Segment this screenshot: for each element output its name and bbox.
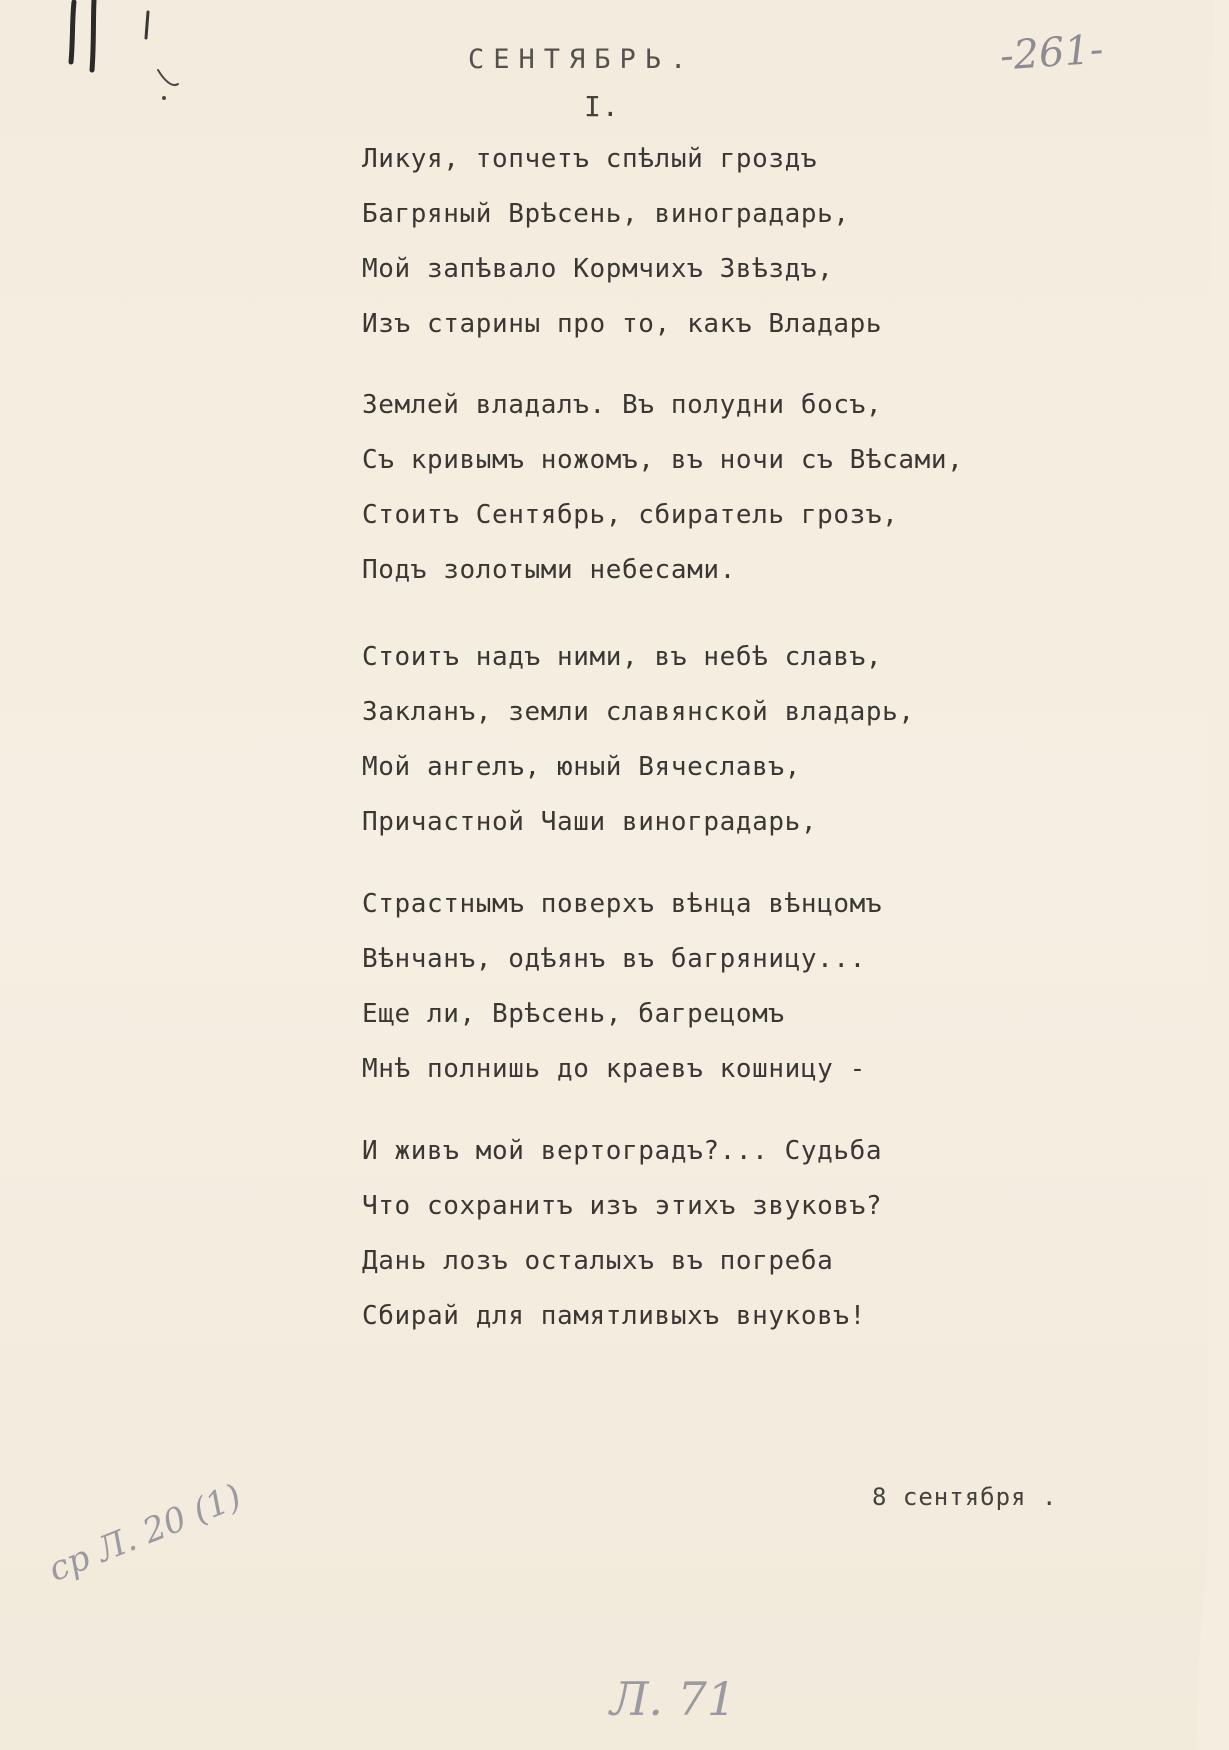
poem-line: Изъ старины про то, какъ Владарь <box>362 309 883 339</box>
stanza-5 <box>362 1124 882 1344</box>
cross-reference-note: ср Л. 20 (1) <box>43 1476 248 1590</box>
poem-line: Еще ли, Врѣсень, багрецомъ <box>362 999 785 1029</box>
poem-line: Багряный Врѣсень, виноградарь, <box>362 199 850 229</box>
poem-line: Съ кривымъ ножомъ, въ ночи съ Вѣсами, <box>362 445 964 475</box>
poem-date: 8 сентября . <box>872 1483 1058 1511</box>
poem-line: Страстнымъ поверхъ вѣнца вѣнцомъ <box>362 889 883 919</box>
poem-line: Ликуя, топчетъ спѣлый гроздъ <box>362 144 818 174</box>
poem-line: Стоитъ Сентябрь, сбиратель грозъ, <box>362 500 899 530</box>
poem-line: Стоитъ надъ ними, въ небѣ славъ, <box>362 642 883 672</box>
stanza-4 <box>362 877 882 1097</box>
poem-line: Мнѣ полнишь до краевъ кошницу - <box>362 1054 866 1084</box>
stanza-1 <box>362 132 882 352</box>
section-numeral: I. <box>584 90 620 123</box>
folio-number: -261- <box>998 26 1105 80</box>
poem-line: Причастной Чаши виноградарь, <box>362 807 818 837</box>
poem-line: И живъ мой вертоградъ?... Судьба <box>362 1136 883 1166</box>
poem-line: Что сохранитъ изъ этихъ звуковъ? <box>362 1191 883 1221</box>
poem-line: Дань лозъ осталыхъ въ погреба <box>362 1246 834 1276</box>
poem-line: Вѣнчанъ, одѣянъ въ багряницу... <box>362 944 866 974</box>
poem-line: Мой запѣвало Кормчихъ Звѣздъ, <box>362 254 834 284</box>
stanza-3 <box>362 630 915 850</box>
poem-line: Подъ золотыми небесами. <box>362 555 736 585</box>
poem-line: Сбирай для памятливыхъ внуковъ! <box>362 1301 866 1331</box>
poem-line: Землей владалъ. Въ полудни босъ, <box>362 390 883 420</box>
pen-strokes-mark <box>60 0 200 110</box>
poem-line: Закланъ, земли славянской владарь, <box>362 697 915 727</box>
sheet-mark: Л. 71 <box>610 1672 737 1726</box>
poem-line: Мой ангелъ, юный Вячеславъ, <box>362 752 801 782</box>
stanza-2 <box>362 378 963 598</box>
poem-title: СЕНТЯБРЬ. <box>468 44 696 75</box>
